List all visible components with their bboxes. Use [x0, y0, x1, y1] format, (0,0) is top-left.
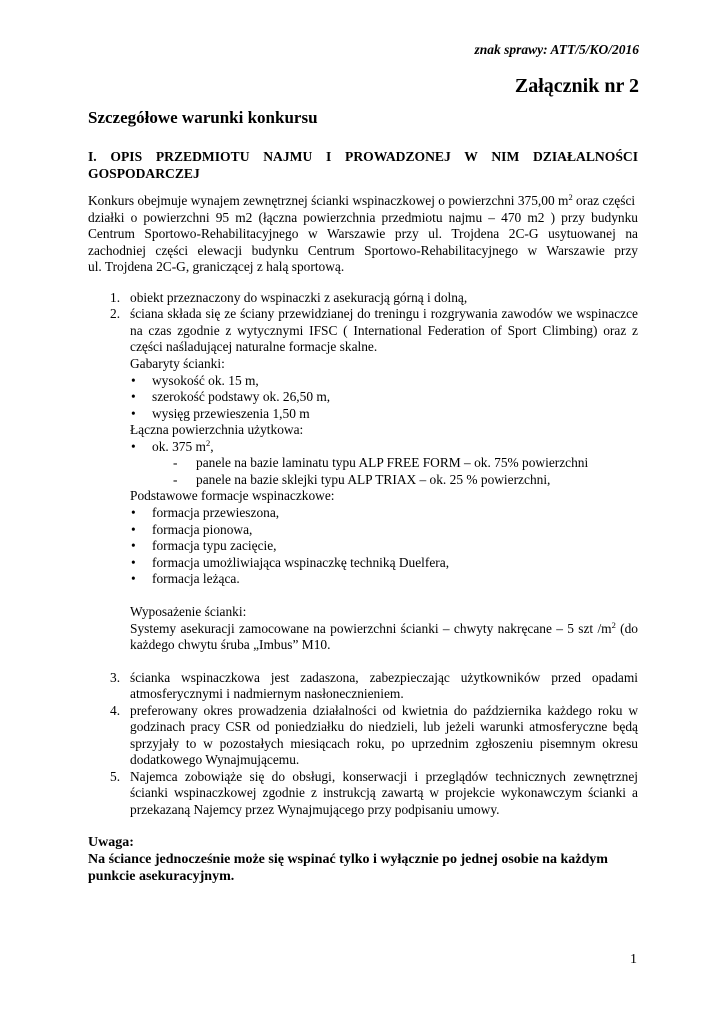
- formation-item: formacja typu zacięcie,: [152, 538, 277, 553]
- formation-item: formacja leżąca.: [152, 571, 240, 586]
- bullet: •: [131, 555, 136, 570]
- list-item-text: obiekt przeznaczony do wspinaczki z asekuracją górną i dolną,: [130, 290, 468, 305]
- dimension-item: wysięg przewieszenia 1,50 m: [152, 406, 310, 421]
- dimension-item: wysokość ok. 15 m,: [152, 373, 259, 388]
- bullet: •: [131, 373, 136, 388]
- list-item-text: części naśladującej naturalne formacje skalne.: [130, 339, 378, 354]
- section-heading: I. OPIS PRZEDMIOTU NAJMU I PROWADZONEJ W NIM DZIAŁALNOŚCI GOSPODARCZEJ: [88, 149, 638, 181]
- list-item-text: ściana składa się ze ściany przewidzianej do treningu i rozgrywania zawodów we wspinaczce: [130, 306, 638, 321]
- list-number: 5.: [110, 769, 121, 784]
- intro-line: zachodniej części elewacji budynku Centrum Sportowo-Rehabilitacyjnego w Warszawie przy: [88, 243, 638, 258]
- equipment-text: każdego chwytu śruba „Imbus” M10.: [130, 637, 331, 652]
- intro-line: Konkurs obejmuje wynajem zewnętrznej ścianki wspinaczkowej o powierzchni 375,00 $m^2$ oraz części: [88, 192, 636, 208]
- bullet: •: [131, 571, 136, 586]
- list-item-text: Najemca zobowiąże się do obsługi, konserwacji i przeglądów technicznych zewnętrznej: [130, 769, 638, 784]
- bullet: •: [131, 538, 136, 553]
- formation-item: formacja przewieszona,: [152, 505, 280, 520]
- list-item-text: na czas zgodnie z wytycznymi IFSC ( International Federation of Sport Climbing) oraz z: [130, 323, 638, 338]
- intro-line: ul. Trojdena 2C-G, graniczącej z halą sportową.: [88, 259, 345, 274]
- bullet: •: [131, 505, 136, 520]
- panel-item: panele na bazie sklejki typu ALP TRIAX – ok. 25 % powierzchni,: [196, 472, 551, 487]
- note-label: Uwaga:: [88, 835, 134, 850]
- intro-line: Centrum Sportowo-Rehabilitacyjnego w Warszawie przy ul. Trojdena 2C-G usytuowanej na: [88, 226, 638, 241]
- bullet: •: [131, 389, 136, 404]
- list-number: 4.: [110, 703, 121, 718]
- annex-label: Załącznik nr 2: [514, 75, 639, 97]
- formation-item: formacja pionowa,: [152, 522, 253, 537]
- list-number: 3.: [110, 670, 121, 685]
- note-text: Na ściance jednocześnie może się wspinać tylko i wyłącznie po jednej osobie na każdym: [88, 852, 608, 867]
- area-value: ok. 375 $m^2$,: [152, 438, 214, 454]
- bullet: •: [131, 439, 136, 454]
- panel-item: panele na bazie laminatu typu ALP FREE FORM – ok. 75% powierzchni: [196, 455, 589, 470]
- dimensions-label: Gabaryty ścianki:: [130, 356, 225, 371]
- list-item-text: godzinach pracy CSR od poniedziałku do niedzieli, lub jeżeli warunki atmosferyczne będą: [130, 719, 638, 734]
- bullet: •: [131, 522, 136, 537]
- list-item-text: sprzyjały to w pozostałych miesiącach roku, po uprzednim zgłoszeniu pisemnym okresu: [130, 736, 638, 751]
- list-item-text: ścianki wspinaczkowej zgodnie z instrukcją zawartą w projekcie wykonawczym ścianki a: [130, 785, 638, 800]
- case-reference: znak sprawy: ATT/5/KO/2016: [474, 42, 639, 57]
- formation-item: formacja umożliwiająca wspinaczkę techniką Duelfera,: [152, 555, 450, 570]
- list-item-text: preferowany okres prowadzenia działalności od kwietnia do października każdego roku w: [130, 703, 638, 718]
- list-item-text: ścianka wspinaczkowa jest zadaszona, zabezpieczając użytkowników przed opadami: [130, 670, 638, 685]
- dimension-item: szerokość podstawy ok. 26,50 m,: [152, 389, 331, 404]
- note-text: punkcie asekuracyjnym.: [88, 869, 235, 884]
- list-item-text: przekazaną Najemcy przez Wynajmującego przy podpisaniu umowy.: [130, 802, 500, 817]
- dash-marker: -: [173, 455, 178, 470]
- equipment-label: Wyposażenie ścianki:: [130, 604, 247, 619]
- page-number: 1: [630, 952, 637, 967]
- list-number: 2.: [110, 306, 121, 321]
- dash-marker: -: [173, 472, 178, 487]
- list-number: 1.: [110, 290, 121, 305]
- list-item-text: dodatkowego Wynajmującemu.: [130, 752, 300, 767]
- page-title: Szczegółowe warunki konkursu: [88, 108, 318, 127]
- bullet: •: [131, 406, 136, 421]
- intro-line: działki o powierzchni 95 m2 (łączna powierzchnia przedmiotu najmu – 470 m2 ) przy budynku: [88, 210, 638, 225]
- equipment-text: Systemy asekuracji zamocowane na powierzchni ścianki – chwyty nakręcane – 5 szt $/m^2$ (do: [130, 620, 638, 636]
- formations-label: Podstawowe formacje wspinaczkowe:: [130, 488, 335, 503]
- list-item-text: atmosferycznymi i nadmiernym nasłonecznieniem.: [130, 686, 404, 701]
- area-label: Łączna powierzchnia użytkowa:: [130, 422, 304, 437]
